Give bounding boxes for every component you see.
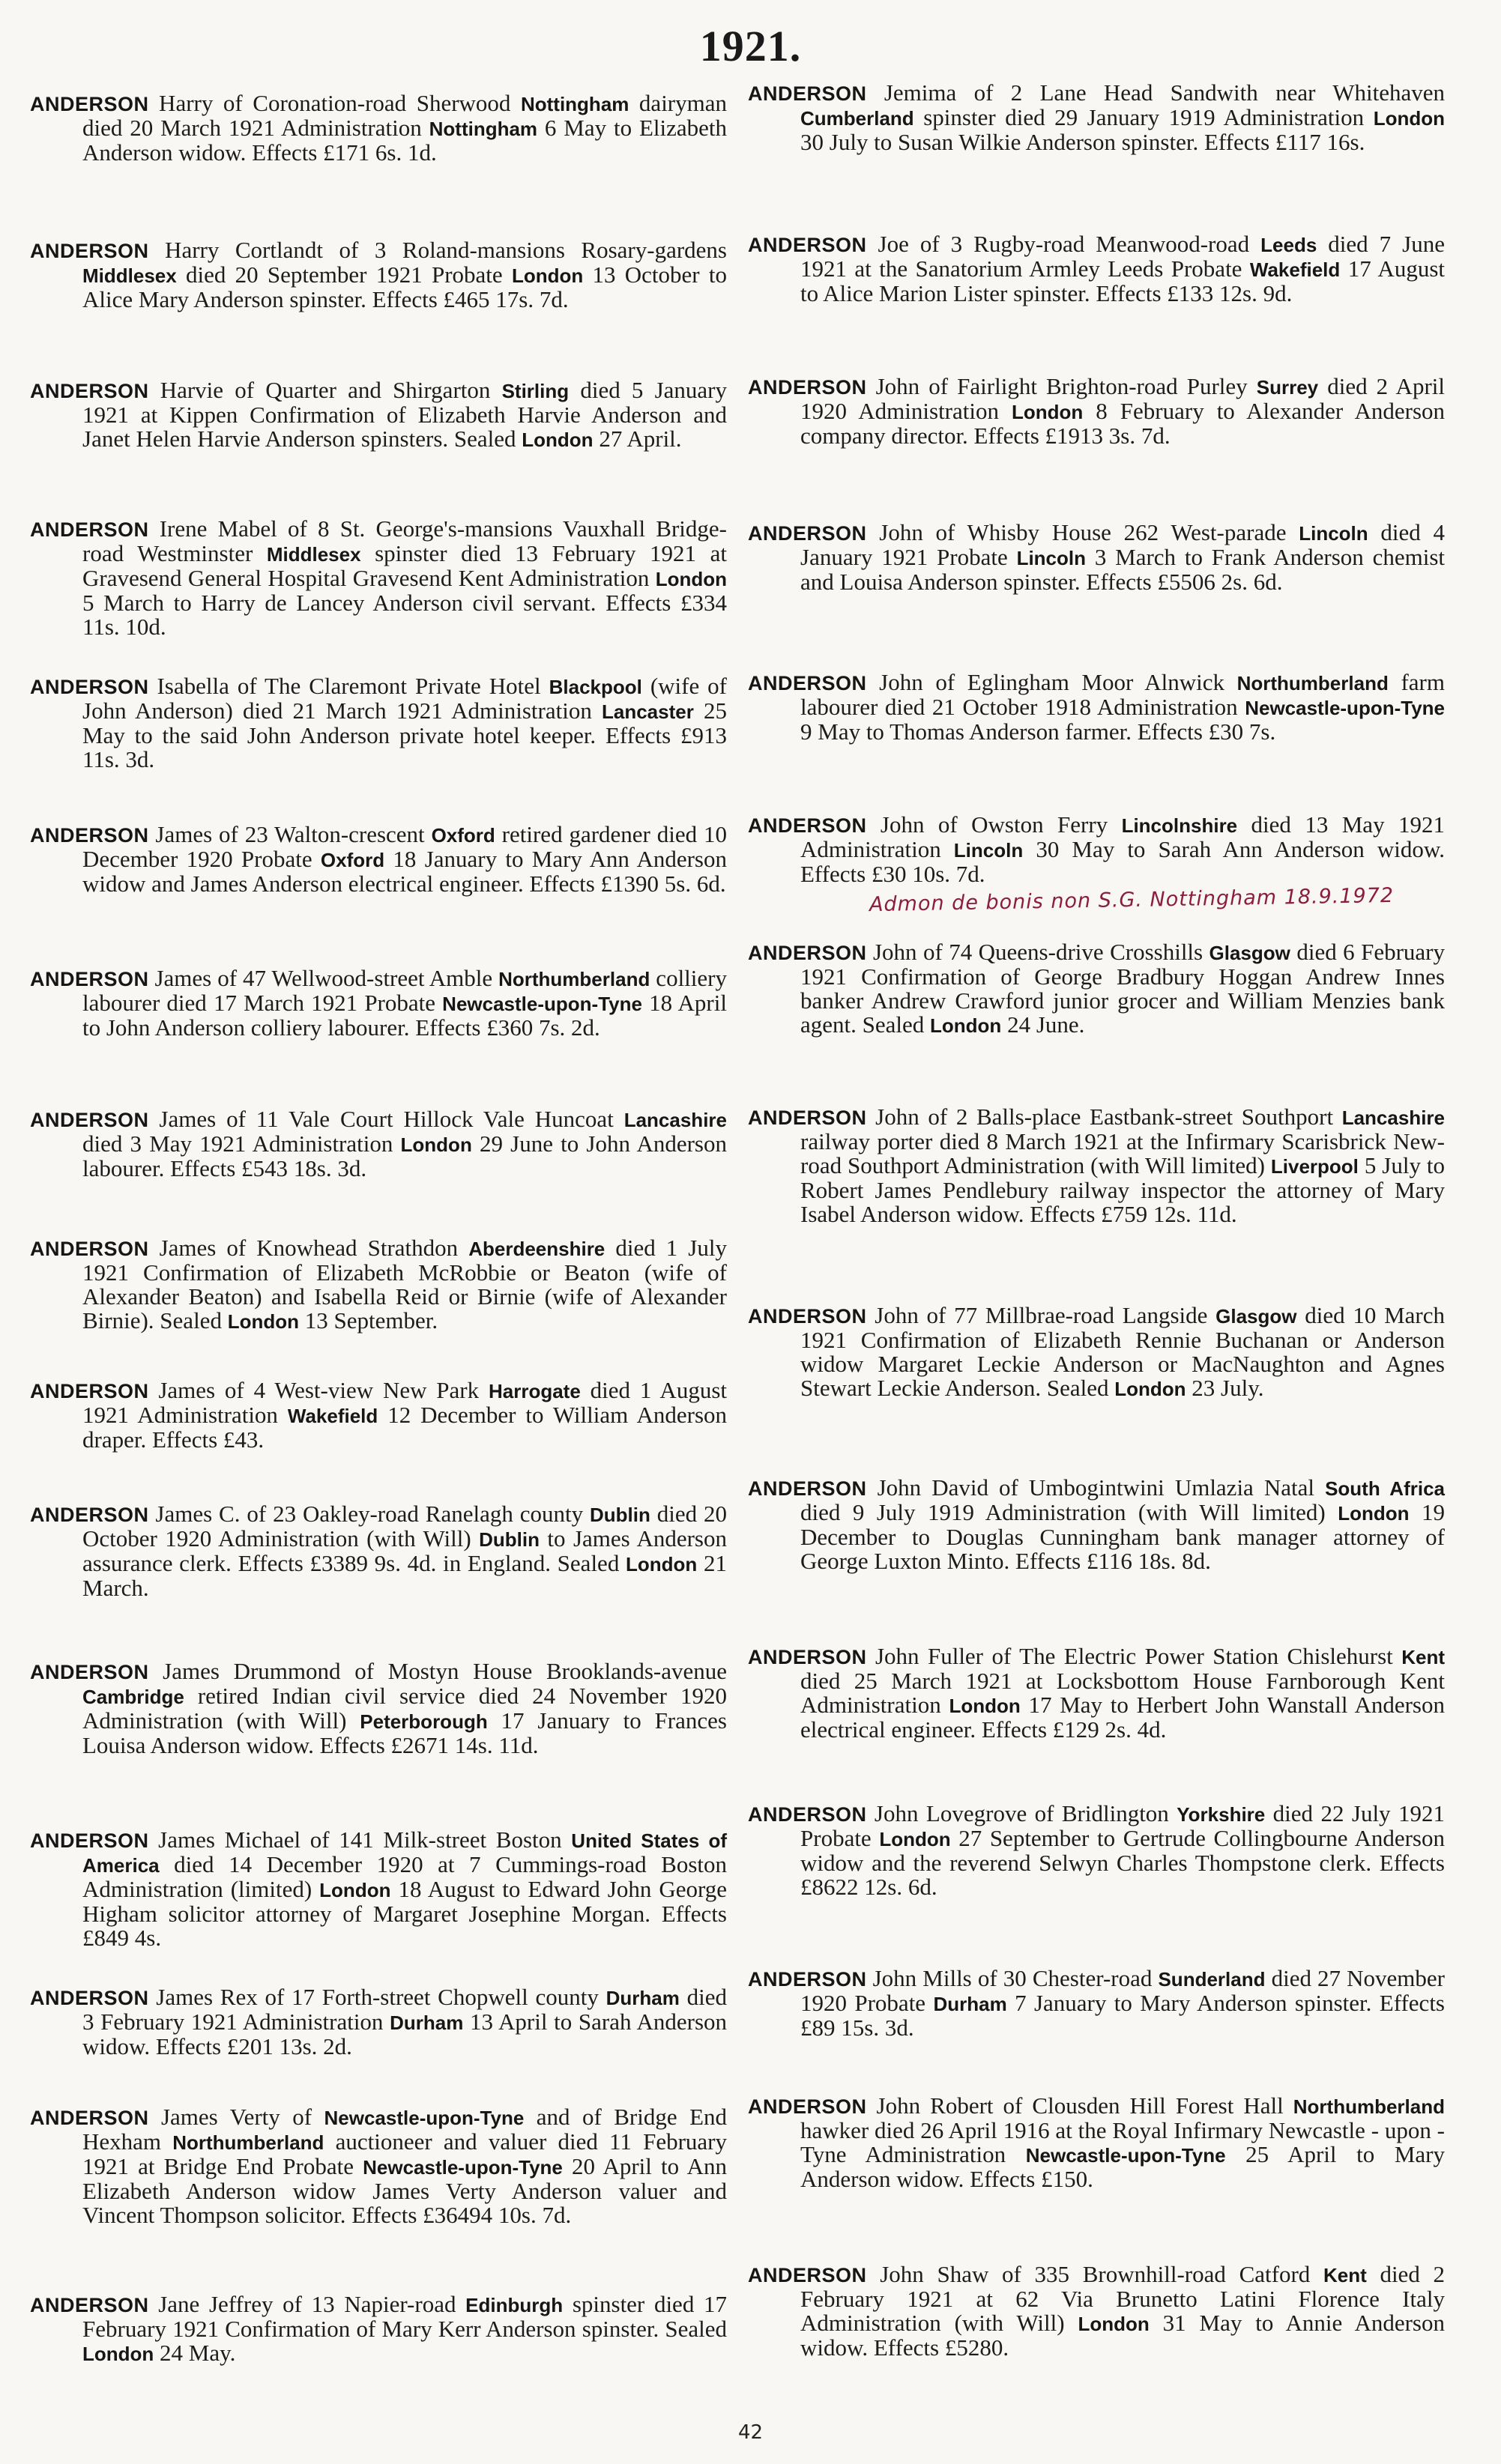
entry-text: auctioneer and valuer died 11 February 1921 at Bridge End Probate [82,2128,727,2179]
entry-place: Lincolnshire [1121,814,1238,837]
entry-place: Durham [933,1993,1007,2015]
entry-surname: ANDERSON [748,2095,867,2118]
entry-text: James Michael of 141 Milk-street Boston [148,1826,572,1853]
entry-text: 30 May to Sarah Ann Anderson widow. Effects £30 10s. 7d. [800,836,1445,887]
entry-text: 7 January to Mary Anderson spinster. Effects £89 15s. 3d. [800,1990,1445,2041]
entry-surname: ANDERSON [30,518,149,541]
entry-text: 23 July. [1186,1375,1264,1401]
entry-text: retired Indian civil service died 24 November 1920 Administration (with Will) [82,1683,727,1734]
calendar-entry [30,238,727,312]
entry-text: 27 April. [593,426,682,452]
entry-place: Kent [1401,1646,1445,1668]
entry-surname: ANDERSON [30,676,149,698]
entry-text: 6 May to Elizabeth Anderson widow. Effects £171 6s. 1d. [82,115,728,166]
entry-surname: ANDERSON [30,1109,149,1131]
entry-text: 13 September. [299,1307,438,1334]
entry-text: died 14 December 1920 at 7 Cummings-road Boston Administration (limited) [82,1851,727,1902]
entry-text: 24 May. [154,2340,236,2366]
entry-text: died 10 March 1921 Confirmation of Elizabeth Rennie Buchanan or Anderson widow Margaret Leckie Anderson or MacNaughton and Agnes Stewart Leckie Anderson. Sealed [800,1302,1446,1401]
entry-text: died 7 June 1921 at the Sanatorium Armley Leeds Probate [800,231,1445,282]
entry-text: 9 May to Thomas Anderson farmer. Effects £30 7s. [800,718,1276,745]
entry-place: Nottingham [520,93,629,115]
entry-text: (wife of John Anderson) died 21 March 1921 Administration [82,673,728,724]
entry-text: James C. of 23 Oakley-road Ranelagh county [148,1501,590,1527]
entry-place: Edinburgh [465,2294,564,2316]
calendar-entry [30,1107,727,1181]
entry-text: James of 23 Walton-crescent [148,821,432,847]
entry-text: 12 December to William Anderson draper. Effects £43. [82,1402,728,1453]
entry-text: 31 May to Annie Anderson widow. Effects £5280. [800,2310,1445,2361]
entry-place: Aberdeenshire [468,1238,605,1260]
entry-text: John of Eglingham Moor Alnwick [866,669,1237,695]
calendar-entry [30,378,727,452]
entry-place: Surrey [1256,376,1319,399]
entry-text: 13 April to Sarah Anderson widow. Effects £201 13s. 2d. [82,2009,728,2059]
entry-place: Northumberland [172,2131,324,2154]
entry-text: 18 August to Edward John George Higham solicitor attorney of Margaret Josephine Morgan. Effects £849 4s. [82,1876,728,1951]
entry-place: London [1338,1502,1410,1525]
entry-surname: ANDERSON [748,234,867,256]
entry-place: London [949,1695,1021,1717]
entry-place: Lincoln [1016,547,1086,569]
entry-text: retired gardener died 10 December 1920 Probate [82,821,727,872]
entry-place: Lancaster [602,700,694,723]
entry-place: Middlesex [266,543,361,566]
calendar-entry [748,1476,1445,1573]
entry-place: Liverpool [1270,1155,1359,1178]
entry-place: Cumberland [800,107,914,130]
entry-text: John Robert of Clousden Hill Forest Hall [866,2092,1293,2119]
calendar-entry [748,813,1445,886]
entry-place: Blackpool [549,676,642,698]
entry-place: Stirling [501,380,570,402]
entry-surname: ANDERSON [748,1803,867,1826]
calendar-entry [30,823,727,896]
entry-place: South Africa [1325,1477,1445,1500]
entry-place: Oxford [431,824,495,847]
calendar-entry [30,1236,727,1334]
entry-text: died 22 July 1921 Probate [800,1800,1445,1851]
entry-place: Wakefield [287,1405,378,1427]
entry-surname: ANDERSON [30,1238,149,1260]
calendar-entry [748,1802,1445,1899]
page-number: 42 [737,2421,764,2444]
entry-text: Jemima of 2 Lane Head Sandwith near Whitehaven [866,79,1445,106]
entry-surname: ANDERSON [30,1661,149,1683]
entry-surname: ANDERSON [30,824,149,847]
calendar-entry [30,91,727,165]
entry-text: died 4 January 1921 Probate [800,519,1445,570]
entry-place: Middlesex [82,264,177,287]
entry-surname: ANDERSON [30,93,149,115]
entry-text: John of Owston Ferry [866,811,1122,838]
entry-text: James of 11 Vale Court Hillock Vale Huncoat [148,1106,624,1132]
entry-text: 25 April to Mary Anderson widow. Effects £150. [800,2141,1445,2192]
entry-surname: ANDERSON [748,1477,867,1500]
entry-place: Nottingham [429,118,538,140]
entry-text: John Fuller of The Electric Power Station Chislehurst [866,1643,1402,1669]
entry-place: Wakefield [1249,258,1341,281]
entry-place: London [319,1879,391,1901]
entry-text: 19 December to Douglas Cunningham bank manager attorney of George Luxton Minto. Effects £116 18s. 8d. [800,1499,1446,1574]
entry-place: Newcastle-upon-Tyne [324,2107,525,2129]
entry-text: John of 74 Queens-drive Crosshills [866,939,1209,965]
entry-place: Northumberland [1236,672,1389,694]
calendar-entry [748,671,1445,744]
entry-surname: ANDERSON [748,82,867,105]
entry-surname: ANDERSON [30,380,149,402]
entry-surname: ANDERSON [30,2107,149,2129]
calendar-entry [748,1304,1445,1401]
entry-text: Harry Cortlandt of 3 Roland-mansions Rosary-gardens [148,237,727,263]
entry-surname: ANDERSON [748,522,867,545]
entry-surname: ANDERSON [30,968,149,990]
calendar-entry [748,1967,1445,2040]
entry-place: Durham [390,2012,464,2034]
entry-text: hawker died 26 April 1916 at the Royal Infirmary Newcastle - upon - Tyne Administration [800,2117,1445,2167]
entry-surname: ANDERSON [30,240,149,262]
entry-surname: ANDERSON [748,376,867,399]
entry-text: James of Knowhead Strathdon [148,1235,469,1261]
calendar-entry [748,2094,1445,2191]
calendar-entry [30,674,727,772]
entry-text: James of 47 Wellwood-street Amble [148,965,499,991]
entry-text: died 20 October 1920 Administration (with Will) [82,1501,728,1552]
entry-text: railway porter died 8 March 1921 at the Infirmary Scarisbrick New-road Southport Administration (with Will limited) [800,1128,1445,1178]
entry-place: Leeds [1260,234,1317,256]
entry-text: died 2 April 1920 Administration [800,373,1445,424]
entry-place: London [522,429,594,451]
entry-surname: ANDERSON [30,1504,149,1526]
entry-text: John Lovegrove of Bridlington [866,1800,1177,1826]
entry-place: Sunderland [1158,1968,1266,1991]
calendar-entry [748,940,1445,1038]
calendar-entry [30,1659,727,1758]
entry-place: Kent [1323,2264,1367,2286]
calendar-entry [748,1644,1445,1742]
entry-text: 24 June. [1001,1011,1085,1038]
entry-text: 13 October to Alice Mary Anderson spinster. Effects £465 17s. 7d. [82,261,727,312]
entry-text: John of 77 Millbrae-road Langside [866,1302,1216,1328]
entry-text: Harry of Coronation-road Sherwood [148,90,521,116]
entry-place: Northumberland [498,968,650,990]
entry-text: died 9 July 1919 Administration (with Will limited) [800,1499,1338,1525]
entry-text: 18 January to Mary Ann Anderson widow and James Anderson electrical engineer. Effects £1390 5s. 6d. [82,846,727,897]
entry-place: Yorkshire [1177,1803,1266,1826]
entry-text: John of 2 Balls-place Eastbank-street Southport [866,1104,1342,1130]
entry-text: James of 4 West-view New Park [148,1377,489,1403]
entry-place: London [227,1310,299,1333]
entry-place: London [400,1133,472,1156]
entry-text: to James Anderson assurance clerk. Effects £3389 9s. 4d. in England. Sealed [82,1525,727,1576]
entry-place: Peterborough [360,1710,488,1733]
entry-text: James Rex of 17 Forth-street Chopwell county [148,1984,606,2010]
entry-surname: ANDERSON [30,1987,149,2009]
entry-surname: ANDERSON [30,2294,149,2316]
entry-place: Northumberland [1293,2095,1445,2118]
entry-place: London [1373,107,1445,130]
entry-place: Dublin [479,1528,540,1551]
entry-text: James Drummond of Mostyn House Brooklands-avenue [148,1658,727,1684]
entry-place: London [1114,1378,1186,1400]
entry-place: Lincoln [1299,522,1368,545]
calendar-entry [30,966,727,1040]
entry-surname: ANDERSON [30,1380,149,1402]
entry-place: London [1078,2313,1150,2335]
entry-text: 27 September to Gertrude Collingbourne Anderson widow and the reverend Selwyn Charles Thompstone clerk. Effects £8622 12s. 6d. [800,1825,1445,1900]
entry-text: died 27 November 1920 Probate [800,1965,1446,2016]
calendar-entry [30,2105,727,2227]
entry-text: died 2 February 1921 at 62 Via Brunetto Latini Florence Italy Administration (with Will) [800,2261,1446,2336]
entry-text: 21 March. [82,1550,728,1601]
entry-place: United States of America [82,1829,727,1877]
entry-text: 30 July to Susan Wilkie Anderson spinster. Effects £117 16s. [800,129,1365,155]
entry-place: London [1012,401,1084,423]
entry-text: colliery labourer died 17 March 1921 Probate [82,965,727,1016]
entry-text: 20 April to Ann Elizabeth Anderson widow James Verty Anderson valuer and Vincent Thompson solicitor. Effects £36494 10s. 7d. [82,2153,727,2228]
entry-surname: ANDERSON [748,1107,867,1129]
calendar-entry [30,2292,727,2366]
entry-text: died 1 August 1921 Administration [82,1377,727,1428]
entry-text: Jane Jeffrey of 13 Napier-road [148,2291,466,2317]
calendar-entry [30,1828,727,1950]
entry-place: Lincoln [953,839,1024,862]
entry-place: Oxford [320,849,385,871]
entry-place: Newcastle-upon-Tyne [363,2156,563,2179]
entry-text: 25 May to the said John Anderson private hotel keeper. Effects £913 11s. 3d. [82,697,727,772]
entry-text: John Mills of 30 Chester-road [866,1965,1159,1991]
entry-surname: ANDERSON [748,2264,867,2286]
entry-text: James Verty of [148,2104,324,2130]
entry-text: dairyman died 20 March 1921 Administration [82,90,728,141]
entry-place: Lancashire [623,1109,727,1131]
entry-text: died 25 March 1921 at Locksbottom House Farnborough Kent Administration [800,1668,1445,1718]
calendar-entry [748,375,1445,448]
calendar-entry [30,517,727,639]
calendar-entry [748,232,1445,306]
entry-text: died 1 July 1921 Confirmation of Elizabeth McRobbie or Beaton (wife of Alexander Beaton) and Isabella Reid or Birnie (wife of Alexander Birnie). Sealed [82,1235,727,1334]
calendar-entry [30,1502,727,1600]
entry-surname: ANDERSON [748,672,867,694]
entry-surname: ANDERSON [748,1305,867,1328]
entry-text: 5 March to Harry de Lancey Anderson civil servant. Effects £334 11s. 10d. [82,590,727,640]
entry-surname: ANDERSON [30,1829,149,1852]
entry-surname: ANDERSON [748,1646,867,1668]
entry-text: John David of Umbogintwini Umlazia Natal [866,1474,1326,1501]
entry-text: 17 January to Frances Louisa Anderson widow. Effects £2671 14s. 11d. [82,1707,727,1758]
entry-text: spinster died 13 February 1921 at Gravesend General Hospital Gravesend Kent Administration [82,540,727,591]
handwritten-annotation: Admon de bonis non S.G. Nottingham 18.9.1972 [869,883,1395,917]
entry-place: Lancashire [1341,1107,1445,1129]
entry-surname: ANDERSON [748,1968,867,1991]
entry-place: Newcastle-upon-Tyne [1245,697,1445,719]
entry-surname: ANDERSON [748,814,867,837]
entry-place: Glasgow [1215,1305,1297,1328]
year-heading: 1921. [699,22,802,70]
calendar-entry [748,521,1445,594]
entry-text: John of Fairlight Brighton-road Purley [866,373,1257,399]
calendar-entry [30,1985,727,2059]
entry-text: spinster died 17 February 1921 Confirmation of Mary Kerr Anderson spinster. Sealed [82,2291,728,2342]
entry-text: Joe of 3 Rugby-road Meanwood-road [866,231,1261,257]
entry-text: 17 August to Alice Marion Lister spinster. Effects £133 12s. 9d. [800,255,1445,306]
entry-surname: ANDERSON [748,942,867,964]
entry-text: 18 April to John Anderson colliery labourer. Effects £360 7s. 2d. [82,990,727,1041]
entry-text: and of Bridge End Hexham [82,2104,728,2155]
calendar-entry [748,2262,1445,2360]
entry-place: London [82,2343,154,2365]
entry-text: died 3 February 1921 Administration [82,1984,728,2035]
entry-text: died 20 September 1921 Probate [176,261,512,288]
calendar-entry [748,1105,1445,1226]
entry-text: Harvie of Quarter and Shirgarton [148,377,502,403]
entry-place: Cambridge [82,1686,184,1708]
entry-place: Newcastle-upon-Tyne [442,993,642,1015]
entry-place: London [879,1828,951,1850]
entry-text: died 3 May 1921 Administration [82,1130,401,1157]
entry-text: John Shaw of 335 Brownhill-road Catford [866,2261,1323,2287]
calendar-entry [748,81,1445,154]
entry-text: Irene Mabel of 8 St. George's-mansions Vauxhall Bridge-road Westminster [82,515,727,566]
entry-place: Dublin [589,1504,650,1526]
entry-text: 8 February to Alexander Anderson company director. Effects £1913 3s. 7d. [800,398,1446,449]
entry-text: John of Whisby House 262 West-parade [866,519,1299,545]
entry-text: farm labourer died 21 October 1918 Administration [800,669,1445,720]
entry-text: died 5 January 1921 at Kippen Confirmation of Elizabeth Harvie Anderson and Janet Helen Harvie Anderson spinsters. Sealed [82,377,727,452]
entry-place: London [930,1014,1002,1037]
entry-text: 17 May to Herbert John Wanstall Anderson electrical engineer. Effects £129 2s. 4d. [800,1692,1445,1743]
entry-text: 5 July to Robert James Pendlebury railway inspector the attorney of Mary Isabel Anderson widow. Effects £759 12s. 11d. [800,1152,1445,1227]
entry-place: Harrogate [488,1380,581,1402]
entry-place: Glasgow [1209,942,1290,964]
entry-text: spinster died 29 January 1919 Administration [913,104,1374,130]
entry-place: London [655,568,727,590]
entry-text: died 13 May 1921 Administration [800,811,1445,862]
entry-text: Isabella of The Claremont Private Hotel [148,673,549,699]
entry-place: Durham [605,1987,680,2009]
entry-place: Newcastle-upon-Tyne [1025,2144,1226,2167]
entry-text: 3 March to Frank Anderson chemist and Louisa Anderson spinster. Effects £5506 2s. 6d. [800,544,1445,595]
calendar-entry [30,1378,727,1452]
entry-place: London [511,264,584,287]
entry-place: London [626,1553,698,1575]
entry-text: 29 June to John Anderson labourer. Effects £543 18s. 3d. [82,1130,727,1181]
entry-text: died 6 February 1921 Confirmation of George Bradbury Hoggan Andrew Innes banker Andrew Crawford junior grocer and William Menzies bank agent. Sealed [800,939,1445,1038]
